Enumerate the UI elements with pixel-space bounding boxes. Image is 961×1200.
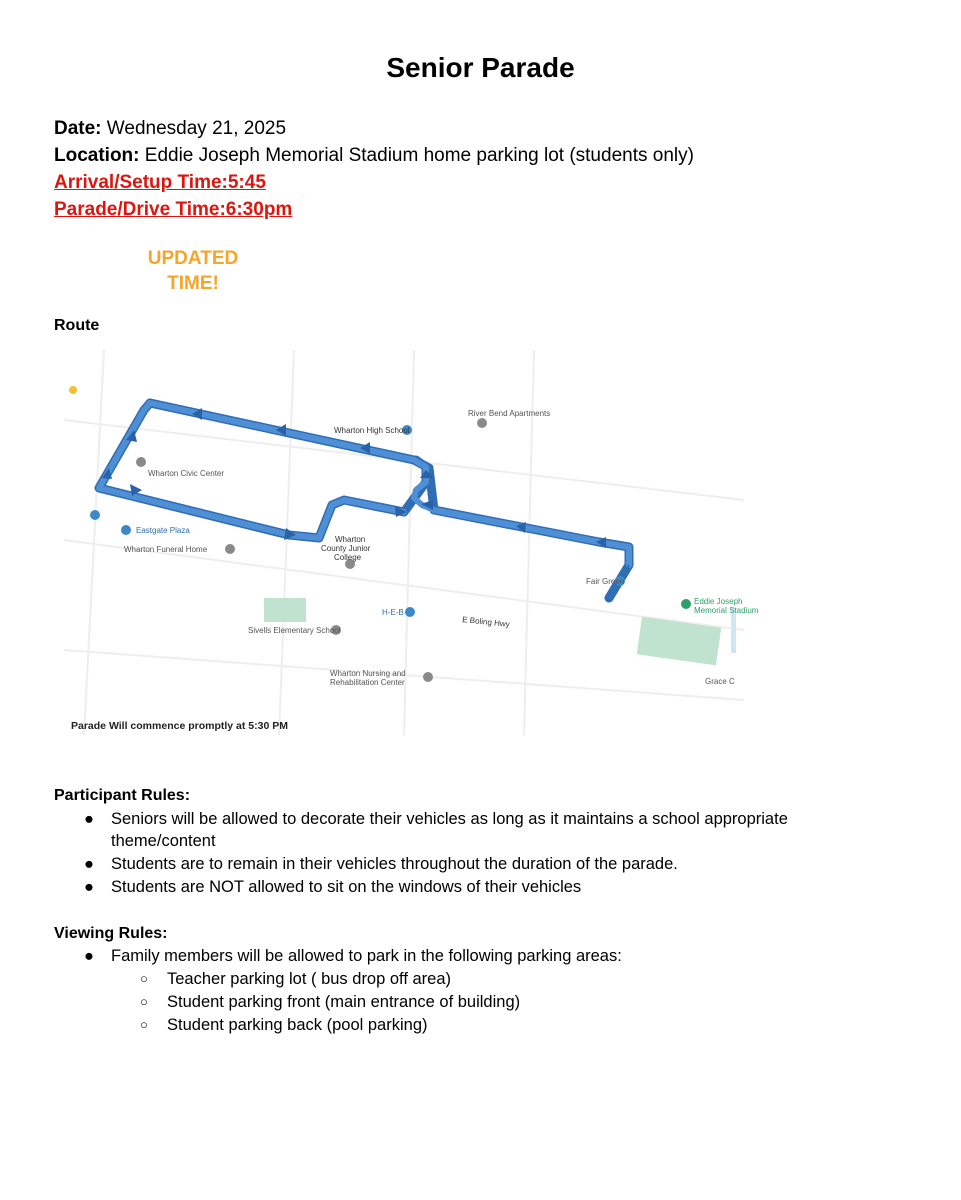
label-wcjc-2: County Junior <box>321 544 371 553</box>
label-funeral-home: Wharton Funeral Home <box>124 545 208 554</box>
updated-line-2: TIME! <box>167 273 219 294</box>
route-heading: Route <box>54 317 100 334</box>
list-item <box>54 853 854 875</box>
label-boling: E Boling Hwy <box>461 615 511 629</box>
plaza-pin <box>121 525 131 535</box>
viewing-rules-heading: Viewing Rules: <box>54 925 168 942</box>
list-item <box>54 968 854 990</box>
label-grace: Grace C <box>705 677 735 686</box>
arrival-time: Arrival/Setup Time:5:45 <box>54 172 266 193</box>
date-line <box>54 116 286 142</box>
rule-text: Students are to remain in their vehicles throughout the duration of the parade. <box>111 855 678 873</box>
viewing-rules-list <box>54 945 854 967</box>
label-fairgreen: Fair Green <box>586 577 625 586</box>
label-nursing-2: Rehabilitation Center <box>330 678 405 687</box>
label-river-bend: River Bend Apartments <box>468 409 551 418</box>
label-elementary: Sivells Elementary School <box>248 626 341 635</box>
updated-time-note <box>141 246 245 296</box>
label-wcjc-1: Wharton <box>335 535 366 544</box>
route-map <box>64 350 759 735</box>
location-value: Eddie Joseph Memorial Stadium home parking lot (students only) <box>144 145 694 166</box>
list-item <box>54 876 854 898</box>
funeral-home-pin <box>225 544 235 554</box>
list-item <box>54 991 854 1013</box>
updated-line-1: UPDATED <box>147 248 239 269</box>
participant-rules-heading: Participant Rules: <box>54 787 191 804</box>
civic-center-pin <box>136 457 146 467</box>
store-pin <box>90 510 100 520</box>
page-title: Senior Parade <box>386 52 575 83</box>
label-eastgate: Eastgate Plaza <box>136 526 190 535</box>
date-label: Date: <box>54 118 102 139</box>
list-item <box>54 945 854 967</box>
marker-pin <box>69 386 77 394</box>
circle-bullet-icon: ○ <box>140 1017 148 1032</box>
bullet-icon: ● <box>84 947 94 965</box>
bullet-icon: ● <box>84 810 94 828</box>
label-civic-center: Wharton Civic Center <box>148 469 225 478</box>
stadium-pin <box>681 599 691 609</box>
map-caption: Parade Will commence promptly at 5:30 PM <box>71 720 288 732</box>
nursing-pin <box>423 672 433 682</box>
apartments-pin <box>477 418 487 428</box>
list-item <box>54 1014 854 1036</box>
rule-text: Students are NOT allowed to sit on the windows of their vehicles <box>111 878 582 896</box>
label-wcjc-3: College <box>334 553 362 562</box>
parade-time: Parade/Drive Time:6:30pm <box>54 199 293 220</box>
circle-bullet-icon: ○ <box>140 994 148 1009</box>
rule-text: Family members will be allowed to park in the following parking areas: <box>111 947 622 965</box>
label-wharton-hs: Wharton High School <box>334 426 410 435</box>
label-nursing-1: Wharton Nursing and <box>330 669 406 678</box>
location-line <box>54 143 694 169</box>
area-text: Teacher parking lot ( bus drop off area) <box>167 970 452 988</box>
heb-pin <box>405 607 415 617</box>
bullet-icon: ● <box>84 878 94 896</box>
area-text: Student parking back (pool parking) <box>167 1016 428 1034</box>
parking-areas-list <box>54 968 854 1036</box>
area-text: Student parking front (main entrance of building) <box>167 993 521 1011</box>
park-area <box>264 598 306 622</box>
rule-text: Seniors will be allowed to decorate their vehicles as long as it maintains a school appropriate theme/content <box>111 810 788 850</box>
location-label: Location: <box>54 145 140 166</box>
circle-bullet-icon: ○ <box>140 971 148 986</box>
list-item <box>54 808 854 852</box>
label-stadium-2: Memorial Stadium <box>694 606 759 615</box>
label-stadium-1: Eddie Joseph <box>694 597 743 606</box>
participant-rules-list <box>54 808 854 898</box>
date-value: Wednesday 21, 2025 <box>106 118 287 139</box>
label-heb: H-E-B <box>382 608 404 617</box>
bullet-icon: ● <box>84 855 94 873</box>
